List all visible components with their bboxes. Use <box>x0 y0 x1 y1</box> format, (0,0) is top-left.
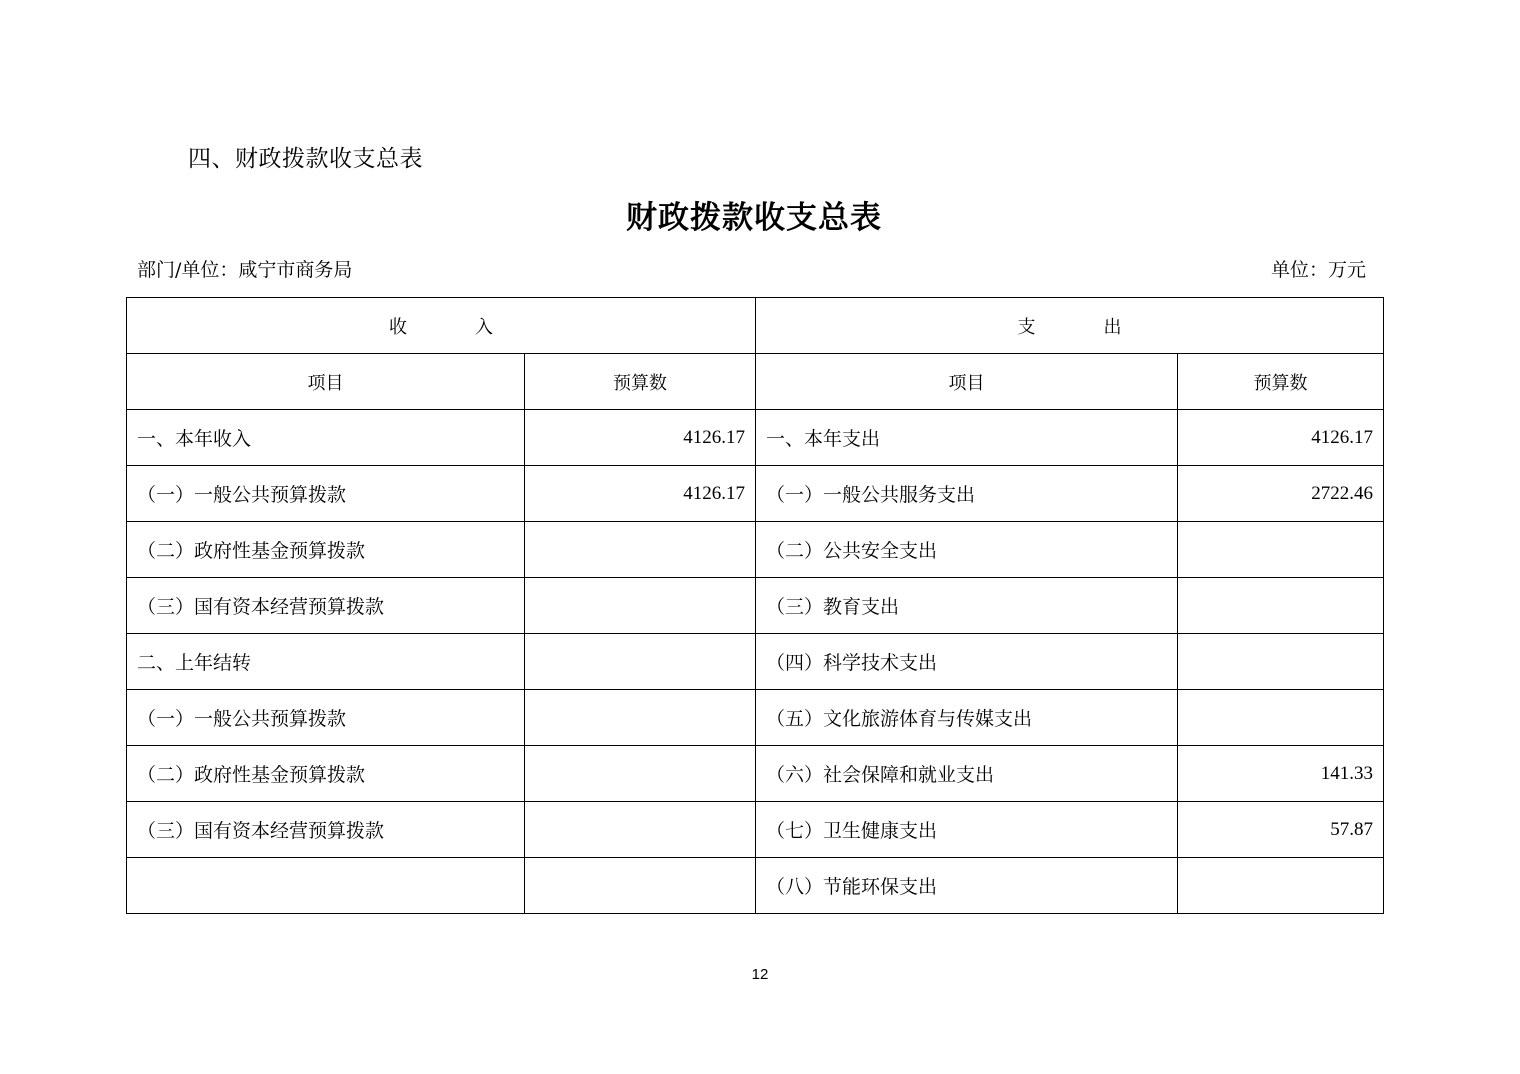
income-group-header <box>127 298 756 354</box>
table-row <box>127 410 1384 466</box>
income-item-cell: （二）政府性基金预算拨款 <box>127 746 525 802</box>
expense-item-cell: （八）节能环保支出 <box>756 858 1178 914</box>
expense-amount-cell <box>1178 858 1384 914</box>
column-header-row <box>127 354 1384 410</box>
expense-group-header <box>756 298 1384 354</box>
table-row <box>127 802 1384 858</box>
page-title: 财政拨款收支总表 <box>626 200 882 236</box>
income-amount-cell <box>525 690 756 746</box>
income-item-cell: （三）国有资本经营预算拨款 <box>127 802 525 858</box>
income-item-cell: 二、上年结转 <box>127 634 525 690</box>
income-item-cell: （一）一般公共预算拨款 <box>127 690 525 746</box>
expense-item-header: 项目 <box>756 354 1178 410</box>
expense-item-cell: （五）文化旅游体育与传媒支出 <box>756 690 1178 746</box>
expense-item-cell: 一、本年支出 <box>756 410 1178 466</box>
income-amount-cell: 4126.17 <box>525 410 756 466</box>
table-row <box>127 858 1384 914</box>
table-row <box>127 522 1384 578</box>
income-item-cell: 一、本年收入 <box>127 410 525 466</box>
expense-amount-header: 预算数 <box>1178 354 1384 410</box>
expense-item-cell: （三）教育支出 <box>756 578 1178 634</box>
income-amount-cell <box>525 634 756 690</box>
expense-amount-cell <box>1178 634 1384 690</box>
income-group-char-1: 收 <box>389 316 407 338</box>
income-amount-header: 预算数 <box>525 354 756 410</box>
income-amount-cell <box>525 858 756 914</box>
budget-table <box>126 297 1384 914</box>
expense-amount-cell <box>1178 690 1384 746</box>
income-group-char-2: 入 <box>475 316 493 338</box>
income-item-cell: （三）国有资本经营预算拨款 <box>127 578 525 634</box>
expense-amount-cell: 2722.46 <box>1178 466 1384 522</box>
table-row <box>127 466 1384 522</box>
unit-label: 单位：万元 <box>1270 259 1366 281</box>
income-item-cell <box>127 858 525 914</box>
income-amount-cell <box>525 578 756 634</box>
page-number: 12 <box>751 966 769 983</box>
income-amount-cell <box>525 746 756 802</box>
expense-item-cell: （七）卫生健康支出 <box>756 802 1178 858</box>
table-row <box>127 746 1384 802</box>
expense-group-char-2: 出 <box>1103 316 1122 338</box>
table-row <box>127 634 1384 690</box>
income-amount-cell <box>525 802 756 858</box>
expense-amount-cell: 57.87 <box>1178 802 1384 858</box>
expense-group-char-1: 支 <box>1017 316 1036 338</box>
expense-item-cell: （一）一般公共服务支出 <box>756 466 1178 522</box>
table-row <box>127 578 1384 634</box>
expense-amount-cell: 141.33 <box>1178 746 1384 802</box>
expense-amount-cell <box>1178 522 1384 578</box>
department-label: 部门/单位：咸宁市商务局 <box>137 259 353 281</box>
income-amount-cell <box>525 522 756 578</box>
expense-item-cell: （六）社会保障和就业支出 <box>756 746 1178 802</box>
group-header-row <box>127 298 1384 354</box>
income-item-header: 项目 <box>127 354 525 410</box>
table-row <box>127 690 1384 746</box>
expense-amount-cell: 4126.17 <box>1178 410 1384 466</box>
expense-amount-cell <box>1178 578 1384 634</box>
income-amount-cell: 4126.17 <box>525 466 756 522</box>
income-item-cell: （一）一般公共预算拨款 <box>127 466 525 522</box>
expense-item-cell: （四）科学技术支出 <box>756 634 1178 690</box>
income-item-cell: （二）政府性基金预算拨款 <box>127 522 525 578</box>
expense-item-cell: （二）公共安全支出 <box>756 522 1178 578</box>
section-heading: 四、财政拨款收支总表 <box>188 146 423 172</box>
